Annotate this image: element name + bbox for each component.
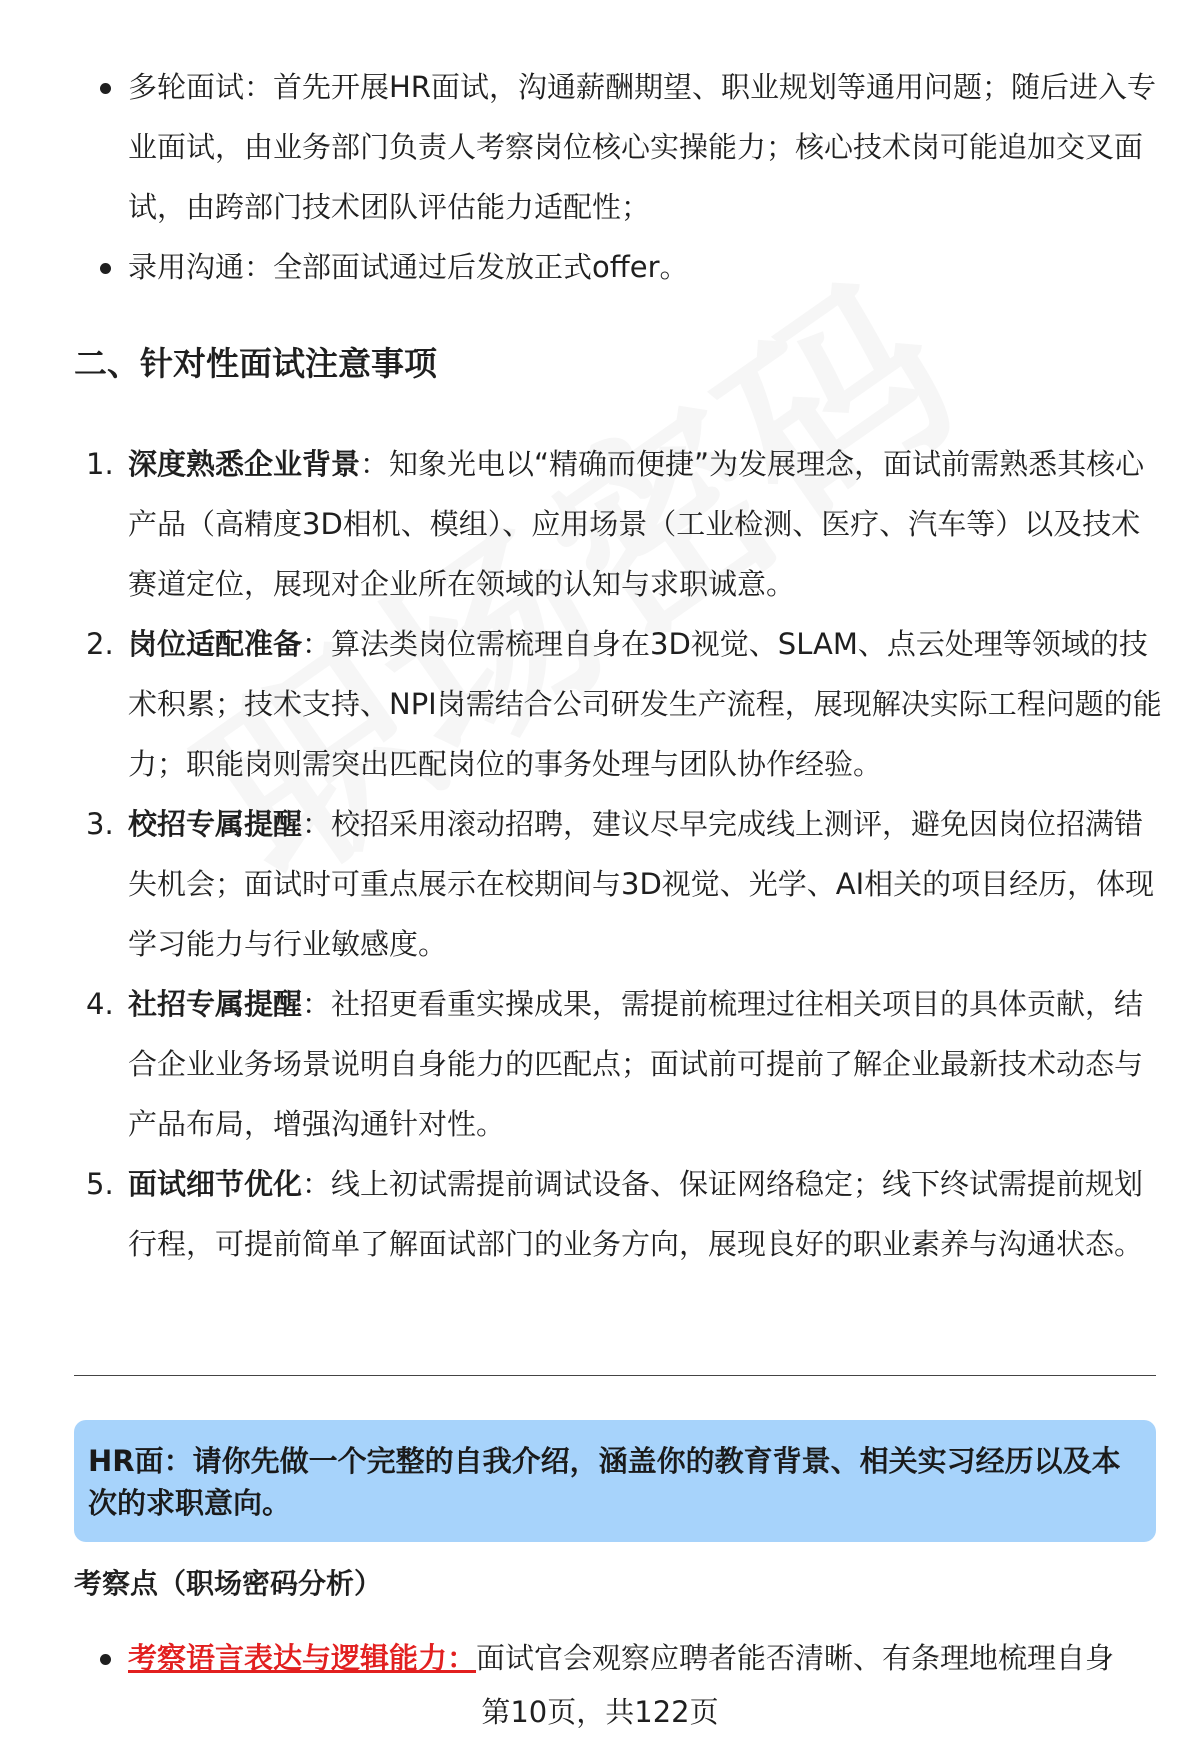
tip-title: 深度熟悉企业背景 xyxy=(128,447,361,481)
tip-number: 3. xyxy=(86,807,114,841)
tip-number: 4. xyxy=(86,987,114,1021)
question-text: HR面：请你先做一个完整的自我介绍，涵盖你的教育背景、相关实习经历以及本次的求职意向。 xyxy=(88,1444,1121,1520)
analysis-bullet-list xyxy=(74,1630,1164,1686)
analysis-bullet-item xyxy=(74,1630,1164,1686)
tip-body: ：算法类岗位需梳理自身在3D视觉、SLAM、点云处理等领域的技术积累；技术支持、NPI岗需结合公司研发生产流程，展现解决实际工程问题的能力；职能岗则需突出匹配岗位的事务处理与团队协作经验。 xyxy=(128,627,1162,781)
section-title: 二、针对性面试注意事项 xyxy=(74,344,437,383)
tip-body: ：社招更看重实操成果，需提前梳理过往相关项目的具体贡献，结合企业业务场景说明自身能力的匹配点；面试前可提前了解企业最新技术动态与产品布局，增强沟通针对性。 xyxy=(128,987,1144,1141)
tip-body: ：知象光电以“精确而便捷”为发展理念，面试前需熟悉其核心产品（高精度3D相机、模组）、应用场景（工业检测、医疗、汽车等）以及技术赛道定位，展现对企业所在领域的认知与求职诚意。 xyxy=(128,447,1145,601)
tip-title: 面试细节优化 xyxy=(128,1167,303,1201)
analysis-label: 考察语言表达与逻辑能力： xyxy=(128,1641,477,1675)
page-footer: 第10页，共122页 xyxy=(481,1695,719,1729)
tip-title: 校招专属提醒 xyxy=(128,807,303,841)
question-box xyxy=(74,1420,1156,1542)
tip-item xyxy=(74,974,1164,1154)
tip-item xyxy=(74,434,1164,614)
tip-body: ：校招采用滚动招聘，建议尽早完成线上测评，避免因岗位招满错失机会；面试时可重点展示在校期间与3D视觉、光学、AI相关的项目经历，体现学习能力与行业敏感度。 xyxy=(128,807,1155,961)
tip-item xyxy=(74,1154,1164,1274)
bullet-item: 录用沟通：全部面试通过后发放正式offer。 xyxy=(74,237,1164,297)
tips-numbered-list xyxy=(74,434,1164,1274)
bullet-item: 多轮面试：首先开展HR面试，沟通薪酬期望、职业规划等通用问题；随后进入专业面试，由业务部门负责人考察岗位核心实操能力；核心技术岗可能追加交叉面试，由跨部门技术团队评估能力适配性； xyxy=(74,57,1164,237)
tip-body: ：线上初试需提前调试设备、保证网络稳定；线下终试需提前规划行程，可提前简单了解面试部门的业务方向，展现良好的职业素养与沟通状态。 xyxy=(128,1167,1144,1261)
divider xyxy=(74,1375,1156,1376)
analysis-heading: 考察点（职场密码分析） xyxy=(74,1567,383,1600)
tip-title: 岗位适配准备 xyxy=(128,627,303,661)
tip-number: 1. xyxy=(86,447,114,481)
analysis-text: 面试官会观察应聘者能否清晰、有条理地梳理自身 xyxy=(476,1641,1115,1675)
tip-title: 社招专属提醒 xyxy=(128,987,303,1021)
tip-item xyxy=(74,614,1164,794)
tip-item xyxy=(74,794,1164,974)
tip-number: 5. xyxy=(86,1167,114,1201)
tip-number: 2. xyxy=(86,627,114,661)
process-bullet-list xyxy=(74,57,1164,297)
